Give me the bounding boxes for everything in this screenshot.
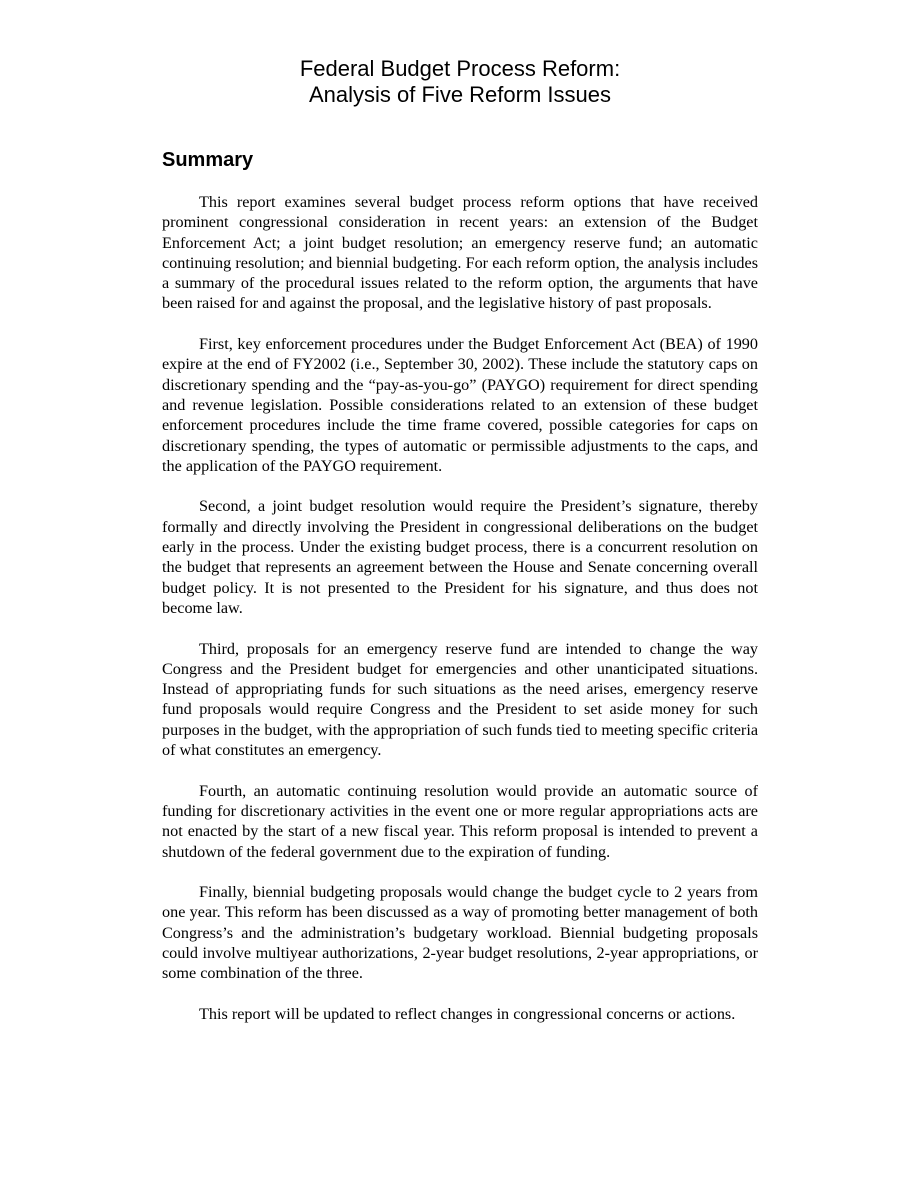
summary-paragraph-1: This report examines several budget process reform options that have received prominent congressional consideration in recent years: an extension of the Budget Enforcement Act; a joint budget resolution; an emergency reserve fund; an automatic continuing resolution; and biennial budgeting. For each reform option, the analysis includes a summary of the procedural issues related to the reform option, the arguments that have been raised for and against the proposal, and the legislative history of past proposals.: [162, 193, 758, 313]
summary-paragraph-4: Third, proposals for an emergency reserve fund are intended to change the way Congress and the President budget for emergencies and other unanticipated situations. Instead of appropriating funds for such situations as the need arises, emergency reserve fund proposals would require Congress and the President to set aside money for such purposes in the budget, with the appropriation of such funds tied to meeting specific criteria of what constitutes an emergency.: [162, 639, 758, 760]
summary-paragraph-2: First, key enforcement procedures under the Budget Enforcement Act (BEA) of 1990 expire at the end of FY2002 (i.e., September 30, 2002). These include the statutory caps on discretionary spending and the “pay-as-you-go” (PAYGO) requirement for direct spending and revenue legislation. Possible considerations related to an extension of these budget enforcement procedures include the time frame covered, possible categories for caps on discretionary spending, the types of automatic or permissible adjustments to the caps, and the application of the PAYGO requirement.: [162, 335, 758, 475]
summary-paragraph-3: Second, a joint budget resolution would require the President’s signature, thereby formally and directly involving the President in congressional deliberations on the budget early in the process. Under the existing budget process, there is a concurrent resolution on the budget that represents an agreement between the House and Senate concerning overall budget policy. It is not presented to the President for his signature, and thus does not become law.: [162, 497, 758, 617]
report-title: [0, 56, 920, 108]
summary-paragraph-6: Finally, biennial budgeting proposals would change the budget cycle to 2 years from one year. This reform has been discussed as a way of promoting better management of both Congress’s and the administration’s budgetary workload. Biennial budgeting proposals could involve multiyear authorizations, 2-year budget resolutions, 2-year appropriations, or some combination of the three.: [162, 883, 758, 983]
summary-body: [162, 192, 758, 1024]
report-title-line-2: Analysis of Five Reform Issues: [309, 82, 611, 107]
section-heading: Summary: [162, 149, 254, 171]
summary-paragraph-5: Fourth, an automatic continuing resolution would provide an automatic source of funding for discretionary activities in the event one or more regular appropriations acts are not enacted by the start of a new fiscal year. This reform proposal is intended to prevent a shutdown of the federal government due to the expiration of funding.: [162, 781, 758, 861]
report-title-line-1: Federal Budget Process Reform:: [299, 56, 621, 81]
summary-paragraph-7: This report will be updated to reflect changes in congressional concerns or actions.: [199, 1004, 736, 1023]
